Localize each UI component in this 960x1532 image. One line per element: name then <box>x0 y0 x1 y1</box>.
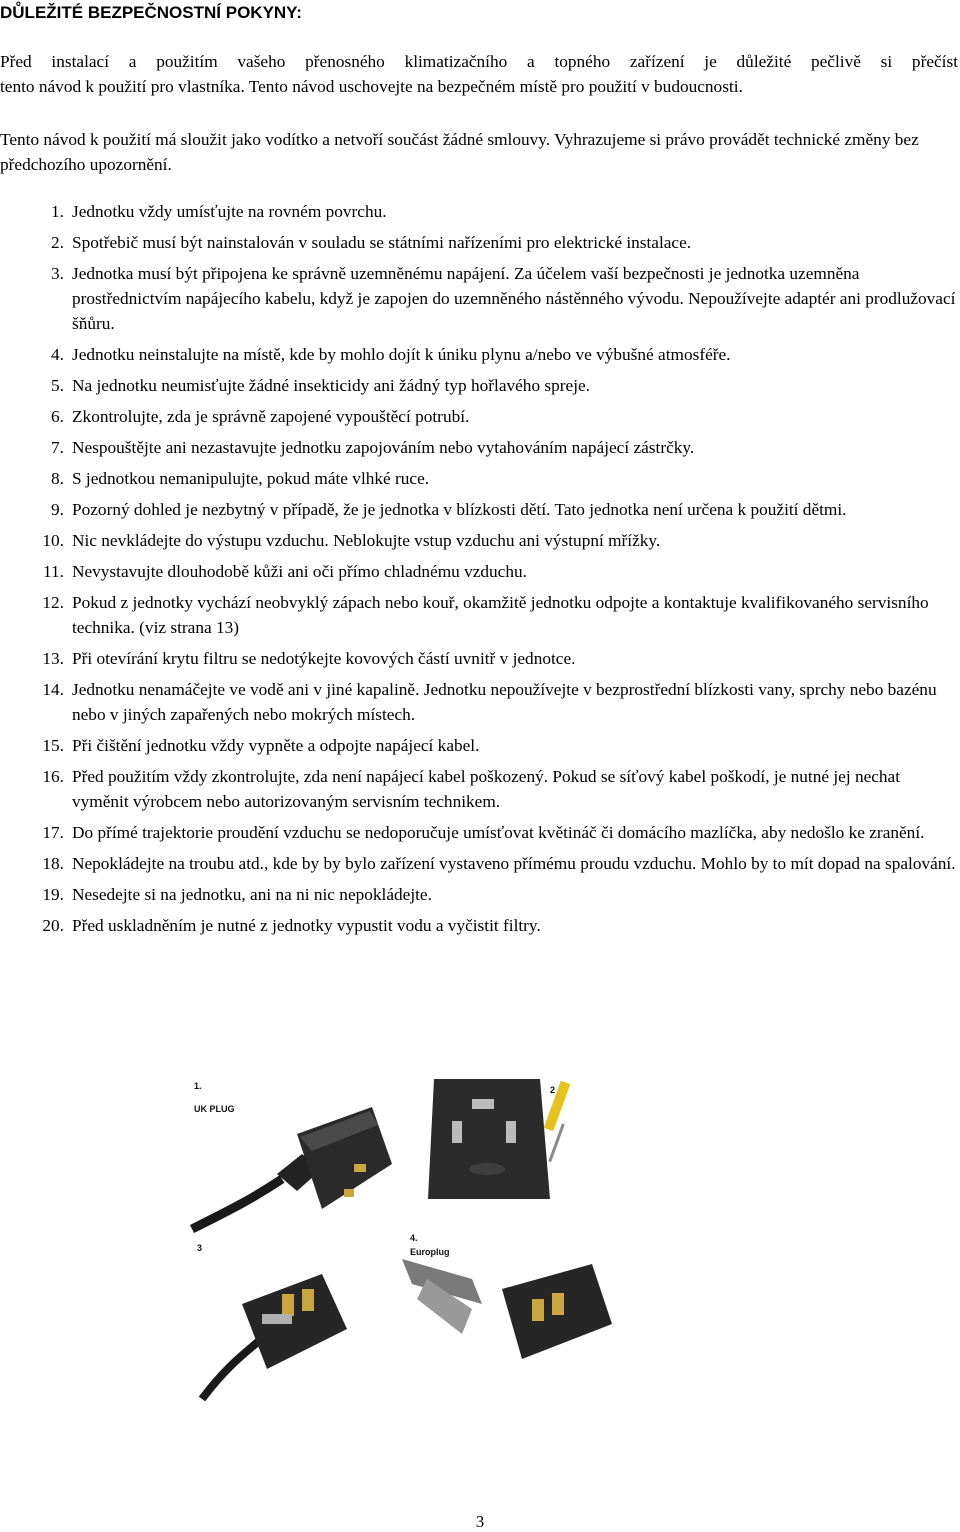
list-item <box>0 373 960 398</box>
list-item <box>0 590 960 640</box>
list-item-number: 5. <box>51 376 64 395</box>
list-item <box>0 342 960 367</box>
list-item-text: Nespouštějte ani nezastavujte jednotku zapojováním nebo vytahováním napájecí zástrčky. <box>72 438 695 457</box>
list-item-number: 12. <box>42 593 64 612</box>
list-item-text: Nic nevkládejte do výstupu vzduchu. Neblokujte vstup vzduchu ani výstupní mřížky. <box>72 531 661 550</box>
list-item-text: Pozorný dohled je nezbytný v případě, že je jednotka v blízkosti dětí. Tato jednotka není určena k použití dětmi. <box>72 500 847 519</box>
page-number: 3 <box>475 1512 485 1531</box>
list-item <box>0 404 960 429</box>
safety-instructions-list <box>0 199 960 944</box>
list-item-text: Při čištění jednotku vždy vypněte a odpojte napájecí kabel. <box>72 736 480 755</box>
list-item-text: Při otevírání krytu filtru se nedotýkejte kovových částí uvnitř v jednotce. <box>72 649 576 668</box>
list-item-number: 3. <box>51 264 64 283</box>
list-item <box>0 851 960 876</box>
list-item-number: 2. <box>51 233 64 252</box>
list-item-text: Nevystavujte dlouhodobě kůži ani oči přímo chladnému vzduchu. <box>72 562 527 581</box>
plug-photos <box>172 1059 632 1439</box>
list-item <box>0 882 960 907</box>
list-item <box>0 528 960 553</box>
list-item-text: Jednotku neinstalujte na místě, kde by mohlo dojít k úniku plynu a/nebo ve výbušné atmosféře. <box>72 345 731 364</box>
list-item-number: 7. <box>51 438 64 457</box>
list-item-number: 20. <box>42 916 64 935</box>
list-item <box>0 199 960 224</box>
list-item-number: 6. <box>51 407 64 426</box>
list-item <box>0 733 960 758</box>
list-item-text: Na jednotku neumisťujte žádné insekticidy ani žádný typ hořlavého spreje. <box>72 376 590 395</box>
intro-paragraph-2: Tento návod k použití má sloužit jako vodítko a netvoří součást žádné smlouvy. Vyhrazujeme si právo provádět technické změny bez předchozího upozornění. <box>0 130 919 174</box>
list-item-number: 1. <box>51 202 64 221</box>
panel-4-caption: Europlug <box>410 1247 450 1257</box>
list-item-text: Spotřebič musí být nainstalován v souladu se státními nařízeními pro elektrické instalace. <box>72 233 692 252</box>
list-item-number: 9. <box>51 500 64 519</box>
list-item-text: S jednotkou nemanipulujte, pokud máte vlhké ruce. <box>72 469 430 488</box>
intro-paragraph-1 <box>0 49 958 99</box>
list-item-text: Nepokládejte na troubu atd., kde by by bylo zařízení vystaveno přímému proudu vzduchu. Mohlo by to mít dopad na spalování. <box>72 854 956 873</box>
list-item <box>0 764 960 814</box>
list-item-number: 14. <box>42 680 64 699</box>
list-item-number: 15. <box>42 736 64 755</box>
list-item-text: Před použitím vždy zkontrolujte, zda není napájecí kabel poškozený. Pokud se síťový kabel poškodí, je nutné jej nechat vyměnit výrobcem nebo autorizovaným servisním technikem. <box>72 767 901 811</box>
list-item-text: Jednotku vždy umísťujte na rovném povrchu. <box>72 202 387 221</box>
list-item-text: Před uskladněním je nutné z jednotky vypustit vodu a vyčistit filtry. <box>72 916 541 935</box>
list-item-text: Do přímé trajektorie proudění vzduchu se nedoporučuje umísťovat květináč či domácího mazlíčka, aby nedošlo ke zranění. <box>72 823 925 842</box>
list-item <box>0 230 960 255</box>
list-item-text: Zkontrolujte, zda je správně zapojené vypouštěcí potrubí. <box>72 407 470 426</box>
list-item <box>0 435 960 460</box>
plug-illustration <box>172 1059 632 1439</box>
list-item-number: 13. <box>42 649 64 668</box>
list-item-number: 18. <box>42 854 64 873</box>
list-item <box>0 559 960 584</box>
intro-line-1: Před instalací a použitím vašeho přenosného klimatizačního a topného zařízení je důležité pečlivě si přečíst <box>0 52 958 71</box>
list-item-number: 10. <box>42 531 64 550</box>
panel-1-caption: UK PLUG <box>194 1104 235 1114</box>
panel-4-label: 4. <box>410 1233 418 1243</box>
list-item-text: Nesedejte si na jednotku, ani na ni nic nepokládejte. <box>72 885 432 904</box>
list-item-number: 19. <box>42 885 64 904</box>
list-item-number: 11. <box>43 562 64 581</box>
list-item <box>0 466 960 491</box>
list-item <box>0 677 960 727</box>
page-heading: DŮLEŽITÉ BEZPEČNOSTNÍ POKYNY: <box>0 3 302 22</box>
list-item <box>0 820 960 845</box>
panel-3-label: 3 <box>197 1243 203 1253</box>
list-item <box>0 646 960 671</box>
panel-2-label: 2 <box>550 1085 556 1095</box>
list-item-number: 4. <box>51 345 64 364</box>
list-item-text: Jednotka musí být připojena ke správně uzemněnému napájení. Za účelem vaší bezpečnosti je jednotka uzemněna prostřednictvím napájecího kabelu, když je zapojen do uzemněného nástěnného vývodu. Nepoužívejte adaptér ani prodlužovací šňůru. <box>72 264 956 333</box>
list-item-number: 16. <box>42 767 64 786</box>
list-item-text: Jednotku nenamáčejte ve vodě ani v jiné kapalině. Jednotku nepoužívejte v bezprostřední blízkosti vany, sprchy nebo bazénu nebo v jiných zapařených nebo mokrých místech. <box>72 680 937 724</box>
list-item <box>0 497 960 522</box>
list-item <box>0 913 960 938</box>
list-item <box>0 261 960 336</box>
list-item-number: 17. <box>42 823 64 842</box>
intro-line-2: tento návod k použití pro vlastníka. Tento návod uschovejte na bezpečném místě pro použití v budoucnosti. <box>0 77 743 96</box>
list-item-number: 8. <box>51 469 64 488</box>
panel-1-label: 1. <box>194 1081 202 1091</box>
list-item-text: Pokud z jednotky vychází neobvyklý zápach nebo kouř, okamžitě jednotku odpojte a kontaktuje kvalifikovaného servisního technika. (viz strana 13) <box>72 593 929 637</box>
